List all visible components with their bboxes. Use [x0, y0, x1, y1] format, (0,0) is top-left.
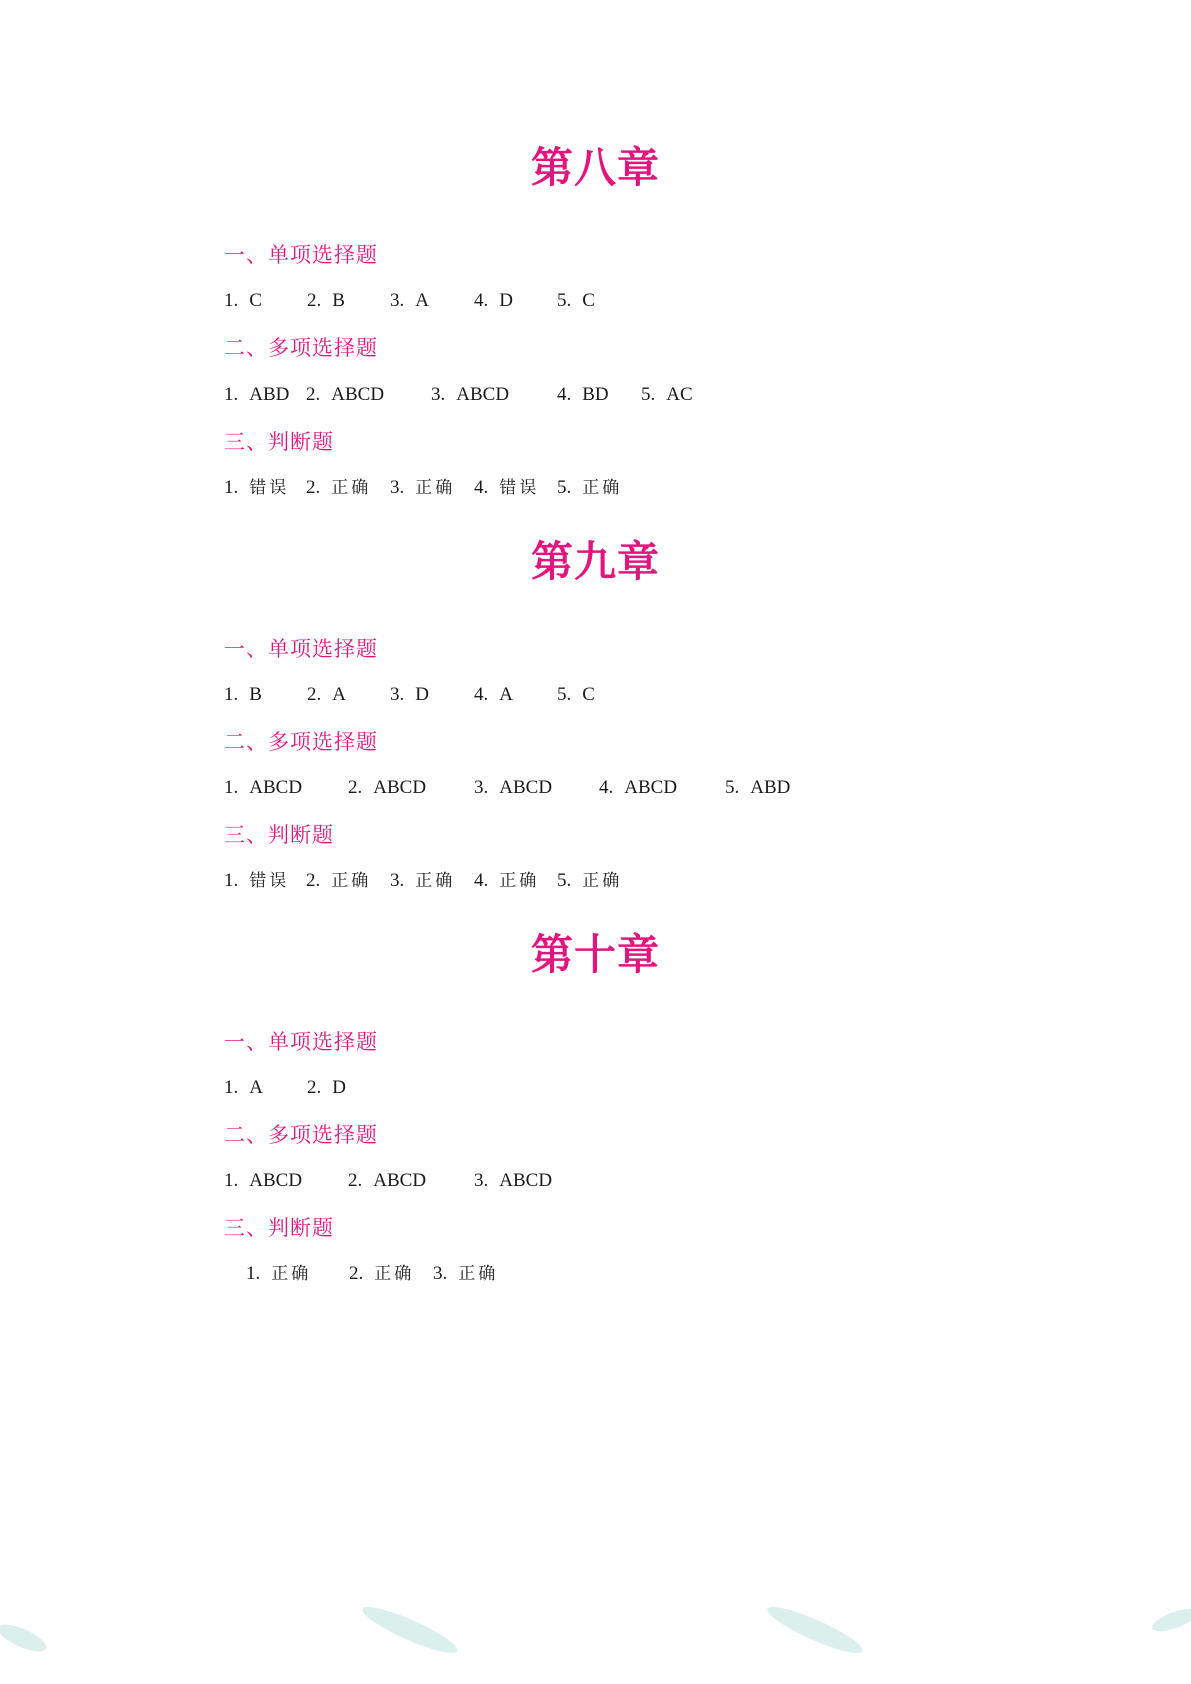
answer-number: 1. — [246, 1263, 261, 1284]
answer-number: 2. — [349, 1263, 364, 1284]
answer-number: 2. — [306, 384, 321, 405]
answer-item — [224, 681, 262, 709]
answer-value: 正确 — [415, 478, 456, 498]
answer-item — [725, 774, 790, 802]
section-heading-multiple-choice: 二、多项选择题 — [224, 336, 378, 360]
answer-number: 5. — [725, 777, 740, 798]
answer-item — [224, 1167, 302, 1195]
answer-item — [474, 1167, 552, 1195]
answer-value: 正确 — [582, 478, 623, 498]
answer-item — [306, 474, 371, 502]
answer-value: A — [499, 684, 513, 705]
answer-item — [431, 381, 509, 409]
answer-number: 3. — [390, 477, 405, 498]
answer-item — [557, 381, 609, 409]
answer-item — [474, 287, 513, 315]
answer-value: ABCD — [499, 1170, 553, 1191]
answer-value: ABCD — [373, 777, 427, 798]
answer-value: ABD — [750, 777, 791, 798]
answer-value: AC — [666, 384, 693, 405]
answer-number: 2. — [307, 684, 322, 705]
answer-number: 1. — [224, 684, 239, 705]
section-heading-single-choice: 一、单项选择题 — [224, 1030, 378, 1054]
answer-value: ABCD — [249, 1170, 303, 1191]
chapter-title-9: 第九章 — [530, 537, 660, 586]
chapter-title-8: 第八章 — [530, 143, 660, 192]
answer-item — [390, 474, 455, 502]
answer-number: 1. — [224, 384, 239, 405]
answer-item — [390, 681, 429, 709]
answer-item — [224, 381, 289, 409]
answer-number: 1. — [224, 290, 239, 311]
answer-number: 5. — [557, 477, 572, 498]
answer-value: BD — [582, 384, 609, 405]
answer-number: 2. — [348, 777, 363, 798]
answer-item — [474, 681, 513, 709]
section-heading-true-false: 三、判断题 — [224, 430, 334, 454]
answer-value: A — [249, 1077, 263, 1098]
answer-item — [390, 287, 429, 315]
answer-item — [349, 1260, 414, 1288]
answer-number: 3. — [390, 290, 405, 311]
answer-value: D — [332, 1077, 346, 1098]
answer-value: 正确 — [415, 871, 456, 891]
section-heading-multiple-choice: 二、多项选择题 — [224, 730, 378, 754]
answer-number: 2. — [306, 477, 321, 498]
answer-value: ABCD — [456, 384, 510, 405]
answer-value: 正确 — [271, 1264, 312, 1284]
section-heading-multiple-choice: 二、多项选择题 — [224, 1123, 378, 1147]
answer-number: 1. — [224, 1077, 239, 1098]
answer-number: 4. — [474, 477, 489, 498]
section-heading-single-choice: 一、单项选择题 — [224, 243, 378, 267]
answer-number: 2. — [307, 1077, 322, 1098]
answer-value: C — [249, 290, 262, 311]
answer-number: 2. — [306, 870, 321, 891]
answer-value: ABCD — [624, 777, 678, 798]
answer-item — [641, 381, 693, 409]
answer-value: ABCD — [499, 777, 553, 798]
answer-item — [557, 681, 595, 709]
section-heading-true-false: 三、判断题 — [224, 1216, 334, 1240]
answer-value: 正确 — [582, 871, 623, 891]
section-heading-single-choice: 一、单项选择题 — [224, 637, 378, 661]
answer-value: A — [332, 684, 346, 705]
answer-value: 正确 — [458, 1264, 499, 1284]
answer-value: 正确 — [331, 871, 372, 891]
answer-value: 错误 — [249, 478, 290, 498]
answer-number: 4. — [474, 684, 489, 705]
section-heading-true-false: 三、判断题 — [224, 823, 334, 847]
answer-item — [474, 474, 539, 502]
answer-number: 5. — [557, 870, 572, 891]
answer-value: A — [415, 290, 429, 311]
answer-value: ABCD — [331, 384, 385, 405]
answer-number: 3. — [474, 777, 489, 798]
answer-number: 1. — [224, 1170, 239, 1191]
answer-number: 2. — [348, 1170, 363, 1191]
answer-value: 正确 — [331, 478, 372, 498]
answer-item — [224, 287, 262, 315]
answer-item — [557, 474, 622, 502]
answer-value: ABD — [249, 384, 290, 405]
answer-value: B — [332, 290, 345, 311]
answer-item — [474, 774, 552, 802]
answer-value: C — [582, 290, 595, 311]
answer-value: 错误 — [499, 478, 540, 498]
answer-number: 1. — [224, 870, 239, 891]
answer-value: 正确 — [499, 871, 540, 891]
answer-item — [246, 1260, 311, 1288]
answer-number: 5. — [641, 384, 656, 405]
answer-item — [348, 1167, 426, 1195]
answer-number: 3. — [390, 870, 405, 891]
answer-number: 3. — [474, 1170, 489, 1191]
answer-number: 3. — [433, 1263, 448, 1284]
answer-number: 2. — [307, 290, 322, 311]
answer-item — [307, 1074, 346, 1102]
answer-number: 4. — [474, 290, 489, 311]
answer-item — [433, 1260, 498, 1288]
watermark-mark — [1150, 1604, 1191, 1635]
answer-value: D — [499, 290, 513, 311]
answer-number: 4. — [474, 870, 489, 891]
chapter-title-10: 第十章 — [530, 930, 660, 979]
answer-value: ABCD — [249, 777, 303, 798]
answer-item — [306, 867, 371, 895]
answer-item — [224, 774, 302, 802]
watermark-strip — [0, 1600, 1191, 1684]
watermark-mark — [763, 1600, 866, 1660]
answer-item — [224, 474, 289, 502]
answer-item — [224, 867, 289, 895]
answer-item — [307, 287, 345, 315]
answer-number: 3. — [390, 684, 405, 705]
answer-item — [306, 381, 384, 409]
answer-item — [557, 867, 622, 895]
answer-number: 3. — [431, 384, 446, 405]
answer-value: 错误 — [249, 871, 290, 891]
answer-value: B — [249, 684, 262, 705]
answer-item — [557, 287, 595, 315]
answer-number: 1. — [224, 777, 239, 798]
answer-number: 4. — [557, 384, 572, 405]
watermark-mark — [358, 1600, 461, 1660]
answer-number: 5. — [557, 290, 572, 311]
answer-value: 正确 — [374, 1264, 415, 1284]
answer-number: 4. — [599, 777, 614, 798]
answer-item — [348, 774, 426, 802]
answer-item — [390, 867, 455, 895]
answer-number: 5. — [557, 684, 572, 705]
answer-number: 1. — [224, 477, 239, 498]
answer-item — [224, 1074, 263, 1102]
answer-value: D — [415, 684, 429, 705]
answer-value: C — [582, 684, 595, 705]
watermark-mark — [0, 1619, 49, 1657]
answer-item — [599, 774, 677, 802]
answer-item — [307, 681, 346, 709]
answer-value: ABCD — [373, 1170, 427, 1191]
answer-item — [474, 867, 539, 895]
